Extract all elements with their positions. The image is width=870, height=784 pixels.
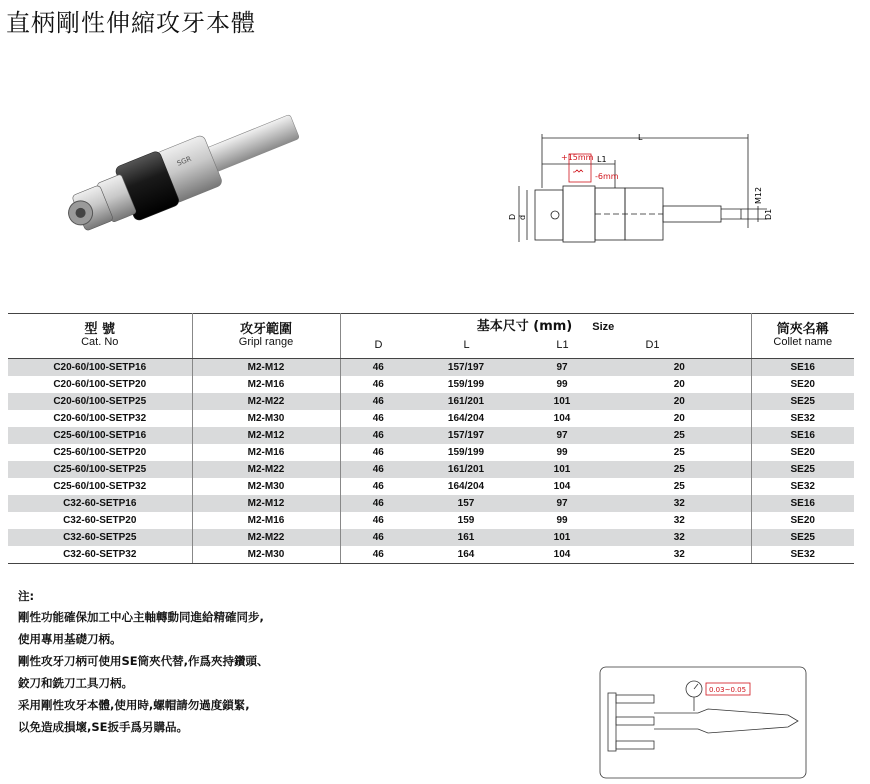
cell-collet: SE20	[790, 379, 815, 390]
cell-l: 164	[416, 546, 516, 564]
cell-d1: 20	[608, 359, 751, 377]
cell-d: 46	[340, 546, 416, 564]
table-row	[8, 546, 854, 564]
cell-d1: 25	[608, 444, 751, 461]
cell-cat: C20-60/100-SETP16	[8, 359, 192, 377]
cell-collet: SE16	[751, 495, 854, 512]
cell-grip: M2-M16	[192, 376, 340, 393]
cell-collet: SE25	[751, 529, 854, 546]
cell-d1: 32	[608, 495, 751, 512]
table-row	[8, 495, 854, 512]
cell-d1: 20	[608, 393, 751, 410]
table-row	[8, 461, 854, 478]
table-row	[8, 376, 854, 393]
cell-cat: C20-60/100-SETP25	[8, 393, 192, 410]
cell-collet: SE32	[790, 481, 815, 492]
cell-l: 164/204	[447, 481, 485, 492]
spec-table	[8, 313, 854, 564]
table-row	[8, 529, 854, 546]
cell-d1: 25	[608, 427, 751, 444]
cell-l1: 97	[516, 427, 608, 444]
cell-cat: C25-60/100-SETP32	[8, 478, 192, 495]
cell-collet: SE25	[751, 393, 854, 410]
cell-grip: M2-M12	[192, 495, 340, 512]
brand-mark: SGR	[175, 154, 193, 168]
cell-l1: 101	[516, 393, 608, 410]
cell-cat: C32-60-SETP20	[8, 512, 192, 529]
cell-collet: SE32	[790, 413, 815, 424]
page-title: 直柄剛性伸縮攻牙本體	[6, 9, 256, 37]
table-row	[8, 359, 854, 377]
spec-table-body	[8, 359, 854, 564]
cell-cat: C20-60/100-SETP32	[8, 410, 192, 427]
cell-cat: C32-60-SETP25	[8, 529, 192, 546]
cell-l: 159/199	[447, 379, 485, 390]
notes-section	[18, 585, 269, 738]
cell-d: 46	[372, 447, 384, 458]
cell-cat: C25-60/100-SETP20	[8, 444, 192, 461]
note-line: 使用專用基礎刀柄。	[18, 632, 122, 646]
table-row	[8, 444, 854, 461]
note-line: 鉸刀和銑刀工具刀柄。	[18, 676, 133, 690]
table-row	[8, 393, 854, 410]
cell-d1: 20	[608, 376, 751, 393]
cell-l: 161/201	[416, 461, 516, 478]
cell-d1: 25	[608, 461, 751, 478]
col-size-header: 基本尺寸 (mm) Size D L L1 D1	[340, 314, 751, 359]
cell-cat: C20-60/100-SETP20	[8, 376, 192, 393]
cell-d: 46	[372, 481, 384, 492]
notes-label: 注:	[18, 589, 35, 603]
svg-text:+15mm: +15mm	[561, 153, 594, 162]
svg-text:L1: L1	[597, 155, 607, 164]
cell-grip: M2-M30	[192, 410, 340, 427]
cell-l: 157/197	[416, 427, 516, 444]
cell-cat: C32-60-SETP32	[8, 546, 192, 564]
cell-d1: 32	[608, 512, 751, 529]
cell-grip: M2-M22	[192, 461, 340, 478]
svg-text:D1: D1	[764, 208, 773, 220]
table-header-row	[8, 314, 854, 359]
cell-l: 157/197	[416, 359, 516, 377]
cell-d: 46	[340, 529, 416, 546]
cell-cat: C32-60-SETP16	[8, 495, 192, 512]
col-collet-header: 筒夾名稱 Collet name	[751, 314, 854, 359]
note-line: 剛性攻牙刀柄可使用SE筒夾代替,作爲夾持鑽頭、	[18, 654, 269, 668]
cell-l: 159/199	[447, 447, 485, 458]
cell-l1: 97	[516, 359, 608, 377]
svg-text:-6mm: -6mm	[595, 172, 619, 181]
cell-l1: 97	[516, 495, 608, 512]
cell-cat: C25-60/100-SETP16	[8, 427, 192, 444]
product-photo	[60, 100, 310, 250]
cell-grip: M2-M22	[192, 393, 340, 410]
cell-l1: 99	[556, 515, 568, 526]
cell-l: 157	[416, 495, 516, 512]
cell-grip: M2-M12	[192, 427, 340, 444]
cell-collet: SE20	[790, 515, 815, 526]
cell-grip: M2-M30	[192, 478, 340, 495]
note-line: 采用剛性攻牙本體,使用時,螺帽請勿過度鎖緊,	[18, 698, 250, 712]
cell-grip: M2-M30	[192, 546, 340, 564]
cell-d: 46	[372, 413, 384, 424]
cell-collet: SE32	[751, 546, 854, 564]
cell-l1: 104	[553, 413, 571, 424]
cell-d: 46	[340, 393, 416, 410]
table-row	[8, 478, 854, 495]
cell-d: 46	[340, 359, 416, 377]
cell-collet: SE16	[751, 427, 854, 444]
table-row	[8, 427, 854, 444]
cell-l1: 104	[516, 546, 608, 564]
cell-d1: 32	[608, 546, 751, 564]
svg-text:L: L	[638, 133, 643, 142]
cell-grip: M2-M16	[192, 444, 340, 461]
cell-d1: 32	[608, 529, 751, 546]
cell-l1: 104	[553, 481, 571, 492]
cell-d: 46	[340, 495, 416, 512]
dimension-drawing	[505, 128, 780, 253]
note-line: 以免造成損壞,SE扳手爲另購品。	[18, 720, 189, 734]
table-row	[8, 410, 854, 427]
table-row	[8, 512, 854, 529]
col-cat-header: 型 號 Cat. No	[8, 314, 192, 359]
cell-l1: 99	[556, 447, 568, 458]
cell-cat: C25-60/100-SETP25	[8, 461, 192, 478]
cell-grip: M2-M16	[192, 512, 340, 529]
svg-text:M12: M12	[754, 186, 763, 204]
cell-d1: 25	[608, 478, 751, 495]
cell-collet: SE16	[751, 359, 854, 377]
cell-l: 161	[416, 529, 516, 546]
cell-grip: M2-M12	[192, 359, 340, 377]
cell-l1: 101	[516, 461, 608, 478]
cell-d: 46	[372, 379, 384, 390]
note-line: 剛性功能確保加工中心主軸轉動同進給精確同步,	[18, 610, 264, 624]
cell-l: 164/204	[447, 413, 485, 424]
cell-collet: SE20	[790, 447, 815, 458]
cell-l1: 99	[556, 379, 568, 390]
cell-l: 159	[457, 515, 475, 526]
cell-d: 46	[340, 461, 416, 478]
cell-d: 46	[372, 515, 384, 526]
cell-grip: M2-M22	[192, 529, 340, 546]
svg-text:D: D	[508, 213, 517, 220]
runout-gauge-diagram	[598, 665, 808, 780]
col-grip-header: 攻牙範圍 Gripl range	[192, 314, 340, 359]
svg-text:d: d	[518, 214, 527, 220]
cell-d1: 20	[608, 410, 751, 427]
cell-collet: SE25	[751, 461, 854, 478]
cell-d: 46	[340, 427, 416, 444]
cell-l1: 101	[516, 529, 608, 546]
cell-l: 161/201	[416, 393, 516, 410]
tolerance-label: 0.03~0.05	[709, 686, 747, 694]
